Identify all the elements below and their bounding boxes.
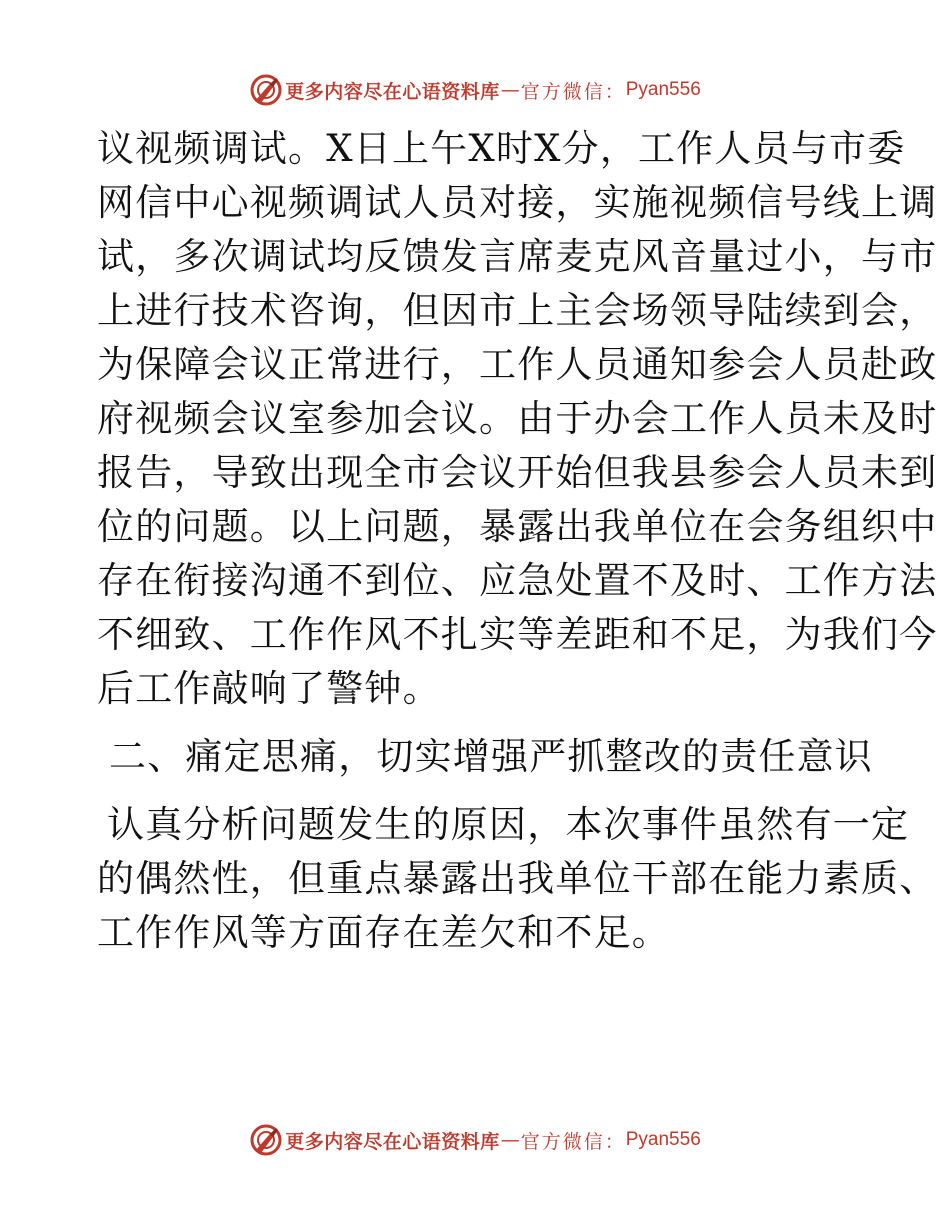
paragraph-spacer — [97, 784, 857, 798]
watermark-text: 更多内容尽在心语资料库 — [285, 80, 500, 103]
header-watermark — [0, 70, 950, 110]
text-line: 位的问题。以上问题，暴露出我单位在会务组织中 — [97, 505, 938, 548]
text-line: 上进行技术咨询，但因市上主会场领导陆续到会， — [97, 289, 938, 332]
section-heading: 二、痛定思痛，切实增强严抓整改的责任意识 — [109, 735, 873, 778]
logo-icon — [249, 73, 283, 107]
text-line: 报告，导致出现全市会议开始但我县参会人员未到 — [97, 451, 938, 494]
text-line: 为保障会议正常进行，工作人员通知参会人员赴政 — [97, 343, 938, 386]
paragraph-spacer — [97, 716, 857, 730]
watermark-weixin-label: 官方微信： — [520, 80, 626, 103]
text-line: 府视频会议室参加会议。由于办会工作人员未及时 — [97, 397, 938, 440]
paragraph-1 — [97, 122, 938, 716]
watermark-weixin-id: Pyan556 — [625, 79, 701, 100]
text-line: 试，多次调试均反馈发言席麦克风音量过小，与市 — [97, 235, 938, 278]
document-body — [97, 122, 938, 960]
watermark-text: 更多内容尽在心语资料库 — [285, 1130, 500, 1153]
watermark-weixin-id: Pyan556 — [625, 1129, 701, 1150]
watermark-dash: — — [500, 1129, 520, 1151]
watermark-weixin-label: 官方微信： — [520, 1130, 626, 1153]
text-line: 网信中心视频调试人员对接，实施视频信号线上调 — [97, 181, 938, 224]
text-line: 认真分析问题发生的原因，本次事件虽然有一定 — [107, 803, 910, 846]
text-line: 议视频调试。X日上午X时X分，工作人员与市委 — [97, 127, 906, 170]
text-line: 不细致、工作作风不扎实等差距和不足，为我们今 — [97, 613, 938, 656]
logo-icon — [249, 1123, 283, 1157]
text-line: 的偶然性，但重点暴露出我单位干部在能力素质、 — [97, 857, 938, 900]
text-line: 工作作风等方面存在差欠和不足。 — [97, 911, 670, 954]
footer-watermark — [0, 1120, 950, 1160]
watermark-dash: — — [500, 79, 520, 101]
text-line: 后工作敲响了警钟。 — [97, 667, 441, 710]
text-line: 存在衔接沟通不到位、应急处置不及时、工作方法 — [97, 559, 938, 602]
paragraph-2 — [97, 798, 938, 960]
